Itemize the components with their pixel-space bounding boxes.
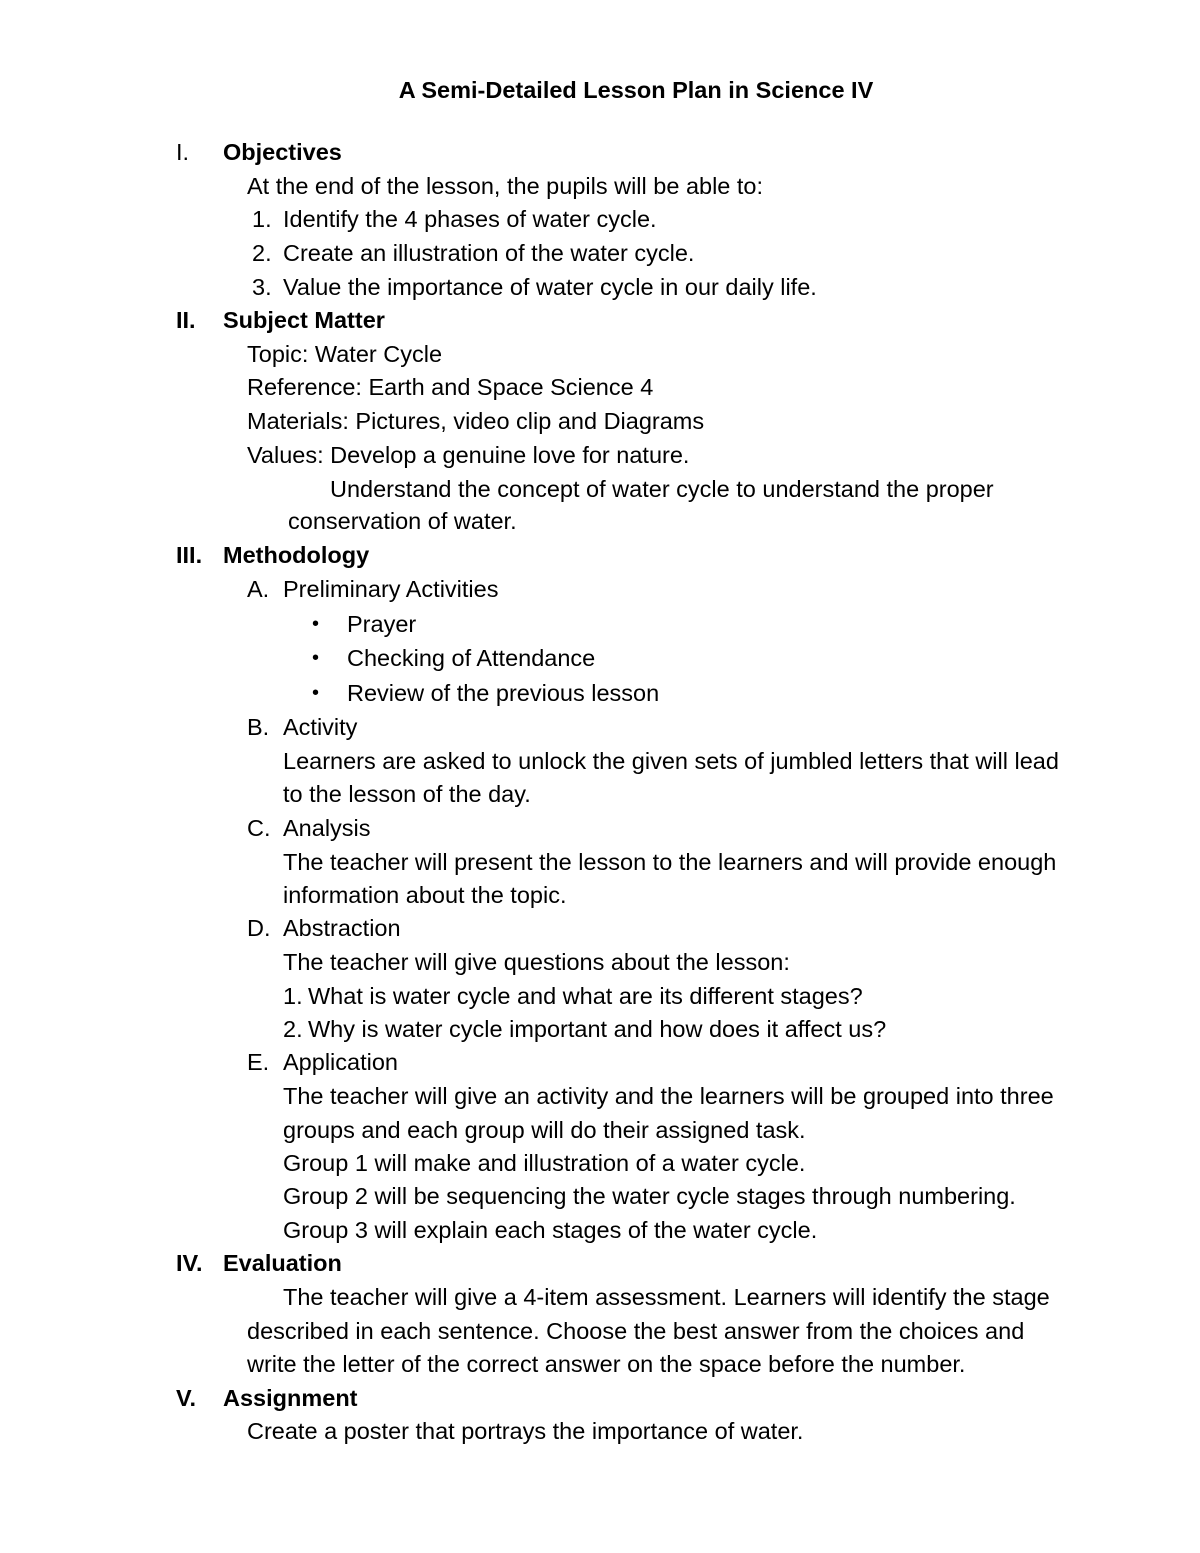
list-number: 1. <box>252 206 272 232</box>
objectives-intro: At the end of the lesson, the pupils will be able to: <box>247 173 764 199</box>
abstraction-intro: The teacher will give questions about the lesson: <box>283 949 790 975</box>
objective-item: Identify the 4 phases of water cycle. <box>283 206 657 232</box>
bullet-icon: • <box>312 647 320 669</box>
objective-item: Create an illustration of the water cycle. <box>283 240 695 266</box>
list-number: 3. <box>252 274 272 300</box>
values-line: Values: Develop a genuine love for nature. <box>247 442 690 468</box>
bullet-item: Checking of Attendance <box>347 645 596 671</box>
abstraction-question: Why is water cycle important and how does it affect us? <box>308 1016 887 1042</box>
bullet-item: Review of the previous lesson <box>347 680 660 706</box>
application-title: Application <box>283 1049 398 1075</box>
values-line: Understand the concept of water cycle to understand the proper <box>330 476 994 502</box>
subject-matter-heading: Subject Matter <box>223 307 385 333</box>
application-text: The teacher will give an activity and the learners will be grouped into three <box>283 1083 1054 1109</box>
analysis-text: information about the topic. <box>283 882 567 908</box>
subsection-label: A. <box>247 576 270 602</box>
topic-line: Topic: Water Cycle <box>247 341 443 367</box>
activity-text: Learners are asked to unlock the given sets of jumbled letters that will lead <box>283 748 1059 774</box>
methodology-heading: Methodology <box>223 542 370 568</box>
section-numeral: V. <box>176 1385 197 1411</box>
section-numeral: IV. <box>176 1250 203 1276</box>
subsection-label: B. <box>247 714 270 740</box>
bullet-icon: • <box>312 682 320 704</box>
section-numeral: I. <box>176 139 190 165</box>
analysis-text: The teacher will present the lesson to the learners and will provide enough <box>283 849 1057 875</box>
document-title: A Semi-Detailed Lesson Plan in Science IV <box>398 77 874 103</box>
bullet-icon: • <box>312 613 320 635</box>
objective-item: Value the importance of water cycle in our daily life. <box>283 274 817 300</box>
abstraction-question: What is water cycle and what are its different stages? <box>308 983 863 1009</box>
subsection-label: D. <box>247 915 271 941</box>
materials-line: Materials: Pictures, video clip and Diagrams <box>247 408 705 434</box>
objectives-heading: Objectives <box>223 139 342 165</box>
application-text: Group 1 will make and illustration of a water cycle. <box>283 1150 806 1176</box>
application-text: Group 2 will be sequencing the water cycle stages through numbering. <box>283 1183 1016 1209</box>
preliminary-activities-title: Preliminary Activities <box>283 576 499 602</box>
subsection-label: E. <box>247 1049 270 1075</box>
evaluation-text: described in each sentence. Choose the best answer from the choices and <box>247 1318 1025 1344</box>
assignment-text: Create a poster that portrays the importance of water. <box>247 1418 804 1444</box>
list-number: 2. <box>252 240 272 266</box>
values-line: conservation of water. <box>288 508 517 534</box>
activity-title: Activity <box>283 714 358 740</box>
section-numeral: II. <box>176 307 196 333</box>
reference-line: Reference: Earth and Space Science 4 <box>247 374 654 400</box>
analysis-title: Analysis <box>283 815 371 841</box>
activity-text: to the lesson of the day. <box>283 781 531 807</box>
application-text: groups and each group will do their assigned task. <box>283 1117 806 1143</box>
subsection-label: C. <box>247 815 271 841</box>
evaluation-text: The teacher will give a 4-item assessment. Learners will identify the stage <box>283 1284 1050 1310</box>
section-numeral: III. <box>176 542 203 568</box>
bullet-item: Prayer <box>347 611 417 637</box>
list-number: 1. <box>283 983 303 1009</box>
assignment-heading: Assignment <box>223 1385 358 1411</box>
evaluation-text: write the letter of the correct answer on the space before the number. <box>247 1351 966 1377</box>
abstraction-title: Abstraction <box>283 915 401 941</box>
list-number: 2. <box>283 1016 303 1042</box>
application-text: Group 3 will explain each stages of the water cycle. <box>283 1217 818 1243</box>
evaluation-heading: Evaluation <box>223 1250 342 1276</box>
